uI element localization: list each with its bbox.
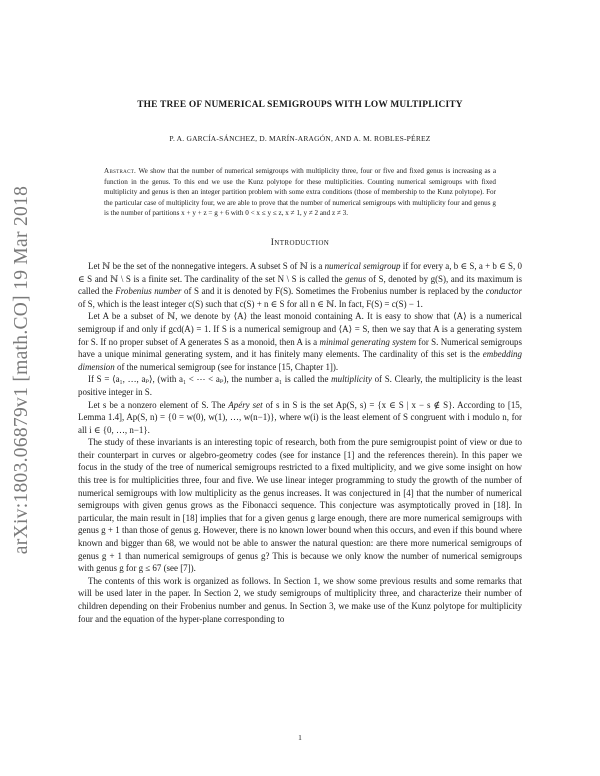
paragraph-3	[78, 373, 522, 398]
abstract-text: We show that the number of numerical semigroups with multiplicity three, four or five and fixed genus is increasing as a function in the genus. To this end we use the Kunz polytope for these multiplicities. Counting numerical semigroups with fixed multiplicity and genus is then an integer partition problem with some extra conditions (those of membership to the Kunz polytope). For the particular case of multiplicity four, we are able to prove that the number of numerical semigroups with multiplicity four and genus g is the number of partitions x + y + z = g + 6 with 0 < x ≤ y ≤ z, x ≠ 1, y ≠ 2 and z ≠ 3.	[104, 167, 496, 218]
p1-text-a: Let ℕ be the set of the nonnegative integers. A subset S of ℕ is a	[88, 260, 325, 271]
p1-term-frobenius-number: Frobenius number	[115, 286, 182, 297]
p2-term-embedding-dimension: embedding dimension	[78, 349, 522, 372]
p1-term-conductor: conductor	[485, 286, 522, 297]
paragraph-5: The study of these invariants is an interesting topic of research, both from the pure semigroupist point of view or due to their counterpart in curves or algebro-geometry codes (see for instance [1] and the references therein). In this paper we focus in the study of the tree of numerical semigroups restricted to a fixed multiplicity, and we give some insight on how this tree is for multiplicities three, four and five. We use linear integer programming to study the growth of the number of numerical semigroups with low multiplicity as the genus increases. It was conjectured in [4] that the number of numerical semigroups with given genus grows as the Fibonacci sequence. This conjecture was asymptotically proved in [18]. In particular, the main result in [18] implies that for a given genus g large enough, there are more numerical semigroups with genus g + 1 than those of genus g. However, there is no known lower bound when this occurs, and even if this bound where known and bigger than 68, we would not be able to answer the natural question: are there more numerical semigroups of genus g + 1 than numerical semigroups of genus g? This is because we only know the number of numerical semigroups with genus g for g ≤ 67 (see [7]).	[78, 437, 522, 574]
page-number: 1	[298, 733, 302, 742]
abstract-label: Abstract.	[104, 167, 137, 175]
p3-term-multiplicity: multiplicity	[331, 374, 372, 385]
paper-page	[78, 100, 522, 625]
p1-text-g: of S and it is denoted by F(S). Sometimes the Frobenius number is replaced by the	[181, 286, 486, 297]
paper-authors: P. A. GARCÍA-SÁNCHEZ, D. MARÍN-ARAGÓN, AND A. M. ROBLES-PÉREZ	[169, 134, 431, 143]
p1-term-numerical-semigroup: numerical semigroup	[324, 260, 401, 271]
p3-text-a: If S = ⟨a₁, …, aₚ⟩, (with a₁ < ⋯ < aₚ), the number a₁ is called the	[88, 374, 332, 385]
p4-term-apery-set: Apéry set	[228, 399, 263, 410]
p1-text-e: of S, denoted by g(S), and its maximum is called the	[78, 273, 523, 297]
arxiv-sidebar-identifier	[4, 150, 40, 590]
p2-term-minimal-generating-system: minimal generating system	[319, 336, 417, 347]
p1-text-i: of S, which is the least integer c(S) such that c(S) + n ∈ S for all n ∈ ℕ. In fact, F(S) = c(S) − 1.	[78, 298, 423, 309]
p3-text-c: of S. Clearly, the multiplicity is the least positive integer in S.	[78, 374, 522, 397]
p1-term-genus: genus	[345, 273, 366, 284]
paragraph-2	[78, 310, 522, 373]
p4-text-a: Let s be a nonzero element of S. The	[88, 399, 229, 410]
p2-text-c: for S. Numerical semigroups have a unique minimal generating system, and it has finitely many elements. The cardinality of this set is the	[78, 336, 522, 360]
p2-text-a: Let A be a subset of ℕ, we denote by ⟨A⟩ the least monoid containing A. It is easy to show that ⟨A⟩ is a numerical semigroup if and only if gcd(A) = 1. If S is a numerical semigroup and ⟨A⟩ = S, then we say that A is a generating system for S. If no proper subset of A generates S as a monoid, then A is a	[78, 311, 522, 347]
p1-text-c: if for every a, b ∈ S, a + b ∈ S, 0 ∈ S and ℕ \ S is a finite set. The cardinality of the set N \ S is called the	[78, 260, 522, 284]
abstract	[104, 166, 496, 219]
paragraph-6: The contents of this work is organized as follows. In Section 1, we show some previous results and some remarks that will be used later in the paper. In Section 2, we study semigroups of multiplicity three, and characterize their number of children depending on their Frobenius number and genus. In Section 3, we make use of the Kunz polytope for multiplicity four and the equation of the hyper-plane corresponding to	[78, 575, 522, 624]
arxiv-id-text: arXiv:1803.06879v1 [math.CO] 19 Mar 2018	[11, 185, 32, 555]
p4-text-c: of s in S is the set Ap(S, s) = {x ∈ S | x − s ∉ S}. According to [15, Lemma 1.4], Ap(S, n) = {0 = w(0), w(1), …, w(n−1)}, where w(i) is the least element of S congruent with i modulo n, for all i ∈ {0, …, n−1}.	[78, 399, 522, 435]
paragraph-4	[78, 399, 522, 437]
paragraph-1	[78, 260, 522, 310]
section-title-introduction: Introduction	[270, 237, 330, 248]
p2-text-e: of the numerical semigroup (see for instance [15, Chapter 1]).	[114, 361, 339, 372]
paper-title: THE TREE OF NUMERICAL SEMIGROUPS WITH LOW MULTIPLICITY	[137, 100, 463, 110]
